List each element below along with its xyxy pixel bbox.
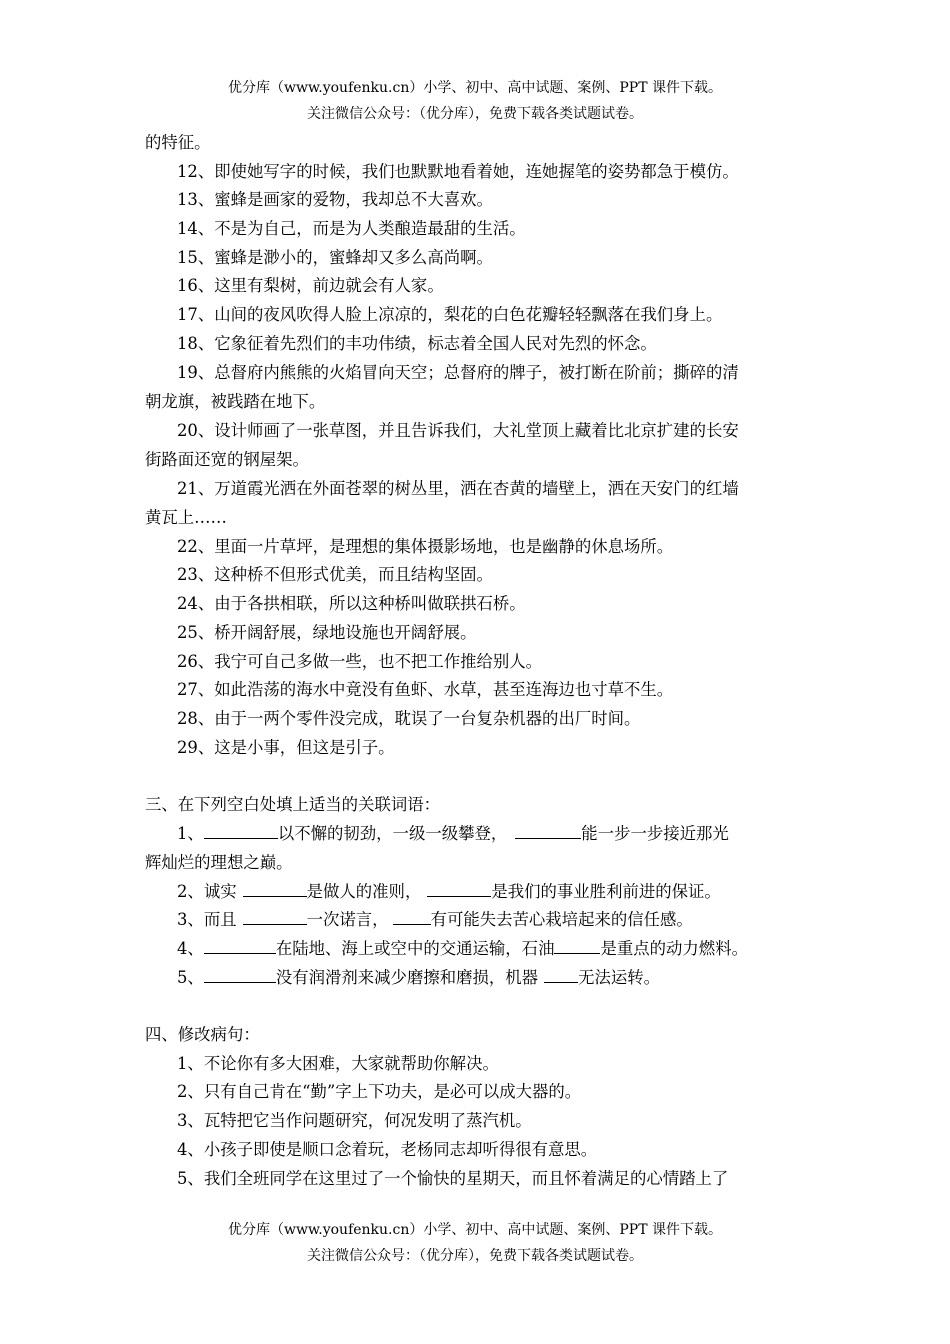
q1-number: 1、 [177, 824, 204, 843]
fill-blank[interactable] [393, 909, 431, 925]
header-line-2: 关注微信公众号：（优分库），免费下载各类试题试卷。 [307, 106, 643, 122]
fill-blank[interactable] [204, 823, 278, 839]
q5-text-a: 5、 [177, 968, 204, 987]
fill-question-3 [177, 909, 693, 931]
revise-sentence-2: 2、只有自己肯在“勤”字上下功夫，是必可以成大器的。 [177, 1082, 582, 1101]
sentence-22: 22、里面一片草坪，是理想的集体摄影场地，也是幽静的休息场所。 [177, 537, 674, 556]
sentence-12: 12、即使她写字的时候，我们也默默地看着她，连她握笔的姿势都急于模仿。 [177, 162, 739, 181]
fill-blank[interactable] [243, 909, 307, 925]
sentence-15: 15、蜜蜂是渺小的，蜜蜂却又多么高尚啊。 [177, 248, 493, 267]
q5-text-c: 无法运转。 [578, 968, 661, 987]
sentence-19-line-2: 朝龙旗，被践踏在地下。 [145, 392, 326, 411]
revise-sentence-3: 3、瓦特把它当作问题研究，何况发明了蒸汽机。 [177, 1111, 532, 1130]
fill-blank[interactable] [544, 967, 578, 983]
sentence-17: 17、山间的夜风吹得人脸上凉凉的，梨花的白色花瓣轻轻飘落在我们身上。 [177, 305, 723, 324]
revise-sentence-5: 5、我们全班同学在这里过了一个愉快的星期天，而且怀着满足的心情踏上了 [177, 1169, 729, 1188]
sentence-20-line-2: 街路面还宽的钢屋架。 [145, 450, 309, 469]
fill-question-4 [177, 938, 748, 960]
q2-text-a: 2、诚实 [177, 882, 237, 901]
sentence-25: 25、桥开阔舒展，绿地设施也开阔舒展。 [177, 623, 477, 642]
fill-blank[interactable] [204, 938, 276, 954]
q3-text-c: 有可能失去苦心栽培起来的信任感。 [430, 910, 693, 929]
header-line-1: 优分库（www.youfenku.cn）小学、初中、高中试题、案例、PPT 课件下载。 [227, 80, 722, 96]
q2-text-b: 是做人的准则， [306, 882, 422, 901]
q3-text-b: 一次诺言， [306, 910, 389, 929]
sentence-21-line-2: 黄瓦上…… [145, 508, 227, 527]
fill-question-1 [177, 823, 729, 845]
section-3-title: 三、在下列空白处填上适当的关联词语： [145, 795, 441, 814]
fill-blank[interactable] [243, 881, 307, 897]
sentence-14: 14、不是为自己，而是为人类酿造最甜的生活。 [177, 219, 526, 238]
q4-text-c: 是重点的动力燃料。 [600, 939, 748, 958]
q4-text-b: 在陆地、海上或空中的交通运输，石油 [275, 939, 555, 958]
fill-blank[interactable] [554, 938, 600, 954]
fill-question-2 [177, 881, 721, 903]
sentence-26: 26、我宁可自己多做一些，也不把工作推给别人。 [177, 652, 543, 671]
sentence-28: 28、由于一两个零件没完成，耽误了一台复杂机器的出厂时间。 [177, 709, 641, 728]
fill-blank[interactable] [515, 823, 581, 839]
footer-line-2: 关注微信公众号：（优分库），免费下载各类试题试卷。 [307, 1248, 643, 1264]
fill-blank[interactable] [427, 881, 491, 897]
sentence-24: 24、由于各拱相联，所以这种桥叫做联拱石桥。 [177, 594, 526, 613]
q2-text-c: 是我们的事业胜利前进的保证。 [491, 882, 721, 901]
sentence-29: 29、这是小事，但这是引子。 [177, 738, 395, 757]
revise-sentence-4: 4、小孩子即使是顺口念着玩，老杨同志却听得很有意思。 [177, 1140, 598, 1159]
footer-line-1: 优分库（www.youfenku.cn）小学、初中、高中试题、案例、PPT 课件下载。 [227, 1222, 722, 1238]
section-4-title: 四、修改病句： [145, 1025, 260, 1044]
sentence-18: 18、它象征着先烈们的丰功伟绩，标志着全国人民对先烈的怀念。 [177, 334, 657, 353]
fill-question-5 [177, 967, 660, 989]
q5-text-b: 没有润滑剂来减少磨擦和磨损，机器 [275, 968, 539, 987]
fill-question-1-continuation: 辉灿烂的理想之巅。 [145, 853, 293, 872]
sentence-16: 16、这里有梨树，前边就会有人家。 [177, 276, 444, 295]
q1-end-text: 能一步一步接近那光 [581, 824, 729, 843]
q3-text-a: 3、而且 [177, 910, 237, 929]
sentence-21-line-1: 21、万道霞光洒在外面苍翠的树丛里，洒在杏黄的墙壁上，洒在天安门的红墙 [177, 479, 739, 498]
continuation-text: 的特征。 [145, 133, 211, 152]
q4-text-a: 4、 [177, 939, 204, 958]
q1-middle-text: 以不懈的韧劲，一级一级攀登， [277, 824, 508, 843]
sentence-19-line-1: 19、总督府内熊熊的火焰冒向天空；总督府的牌子，被打断在阶前；撕碎的清 [177, 363, 739, 382]
fill-blank[interactable] [204, 967, 276, 983]
sentence-13: 13、蜜蜂是画家的爱物，我却总不大喜欢。 [177, 190, 493, 209]
sentence-27: 27、如此浩荡的海水中竟没有鱼虾、水草，甚至连海边也寸草不生。 [177, 680, 674, 699]
revise-sentence-1: 1、不论你有多大困难，大家就帮助你解决。 [177, 1054, 499, 1073]
sentence-20-line-1: 20、设计师画了一张草图，并且告诉我们，大礼堂顶上藏着比北京扩建的长安 [177, 421, 739, 440]
sentence-23: 23、这种桥不但形式优美，而且结构坚固。 [177, 565, 493, 584]
